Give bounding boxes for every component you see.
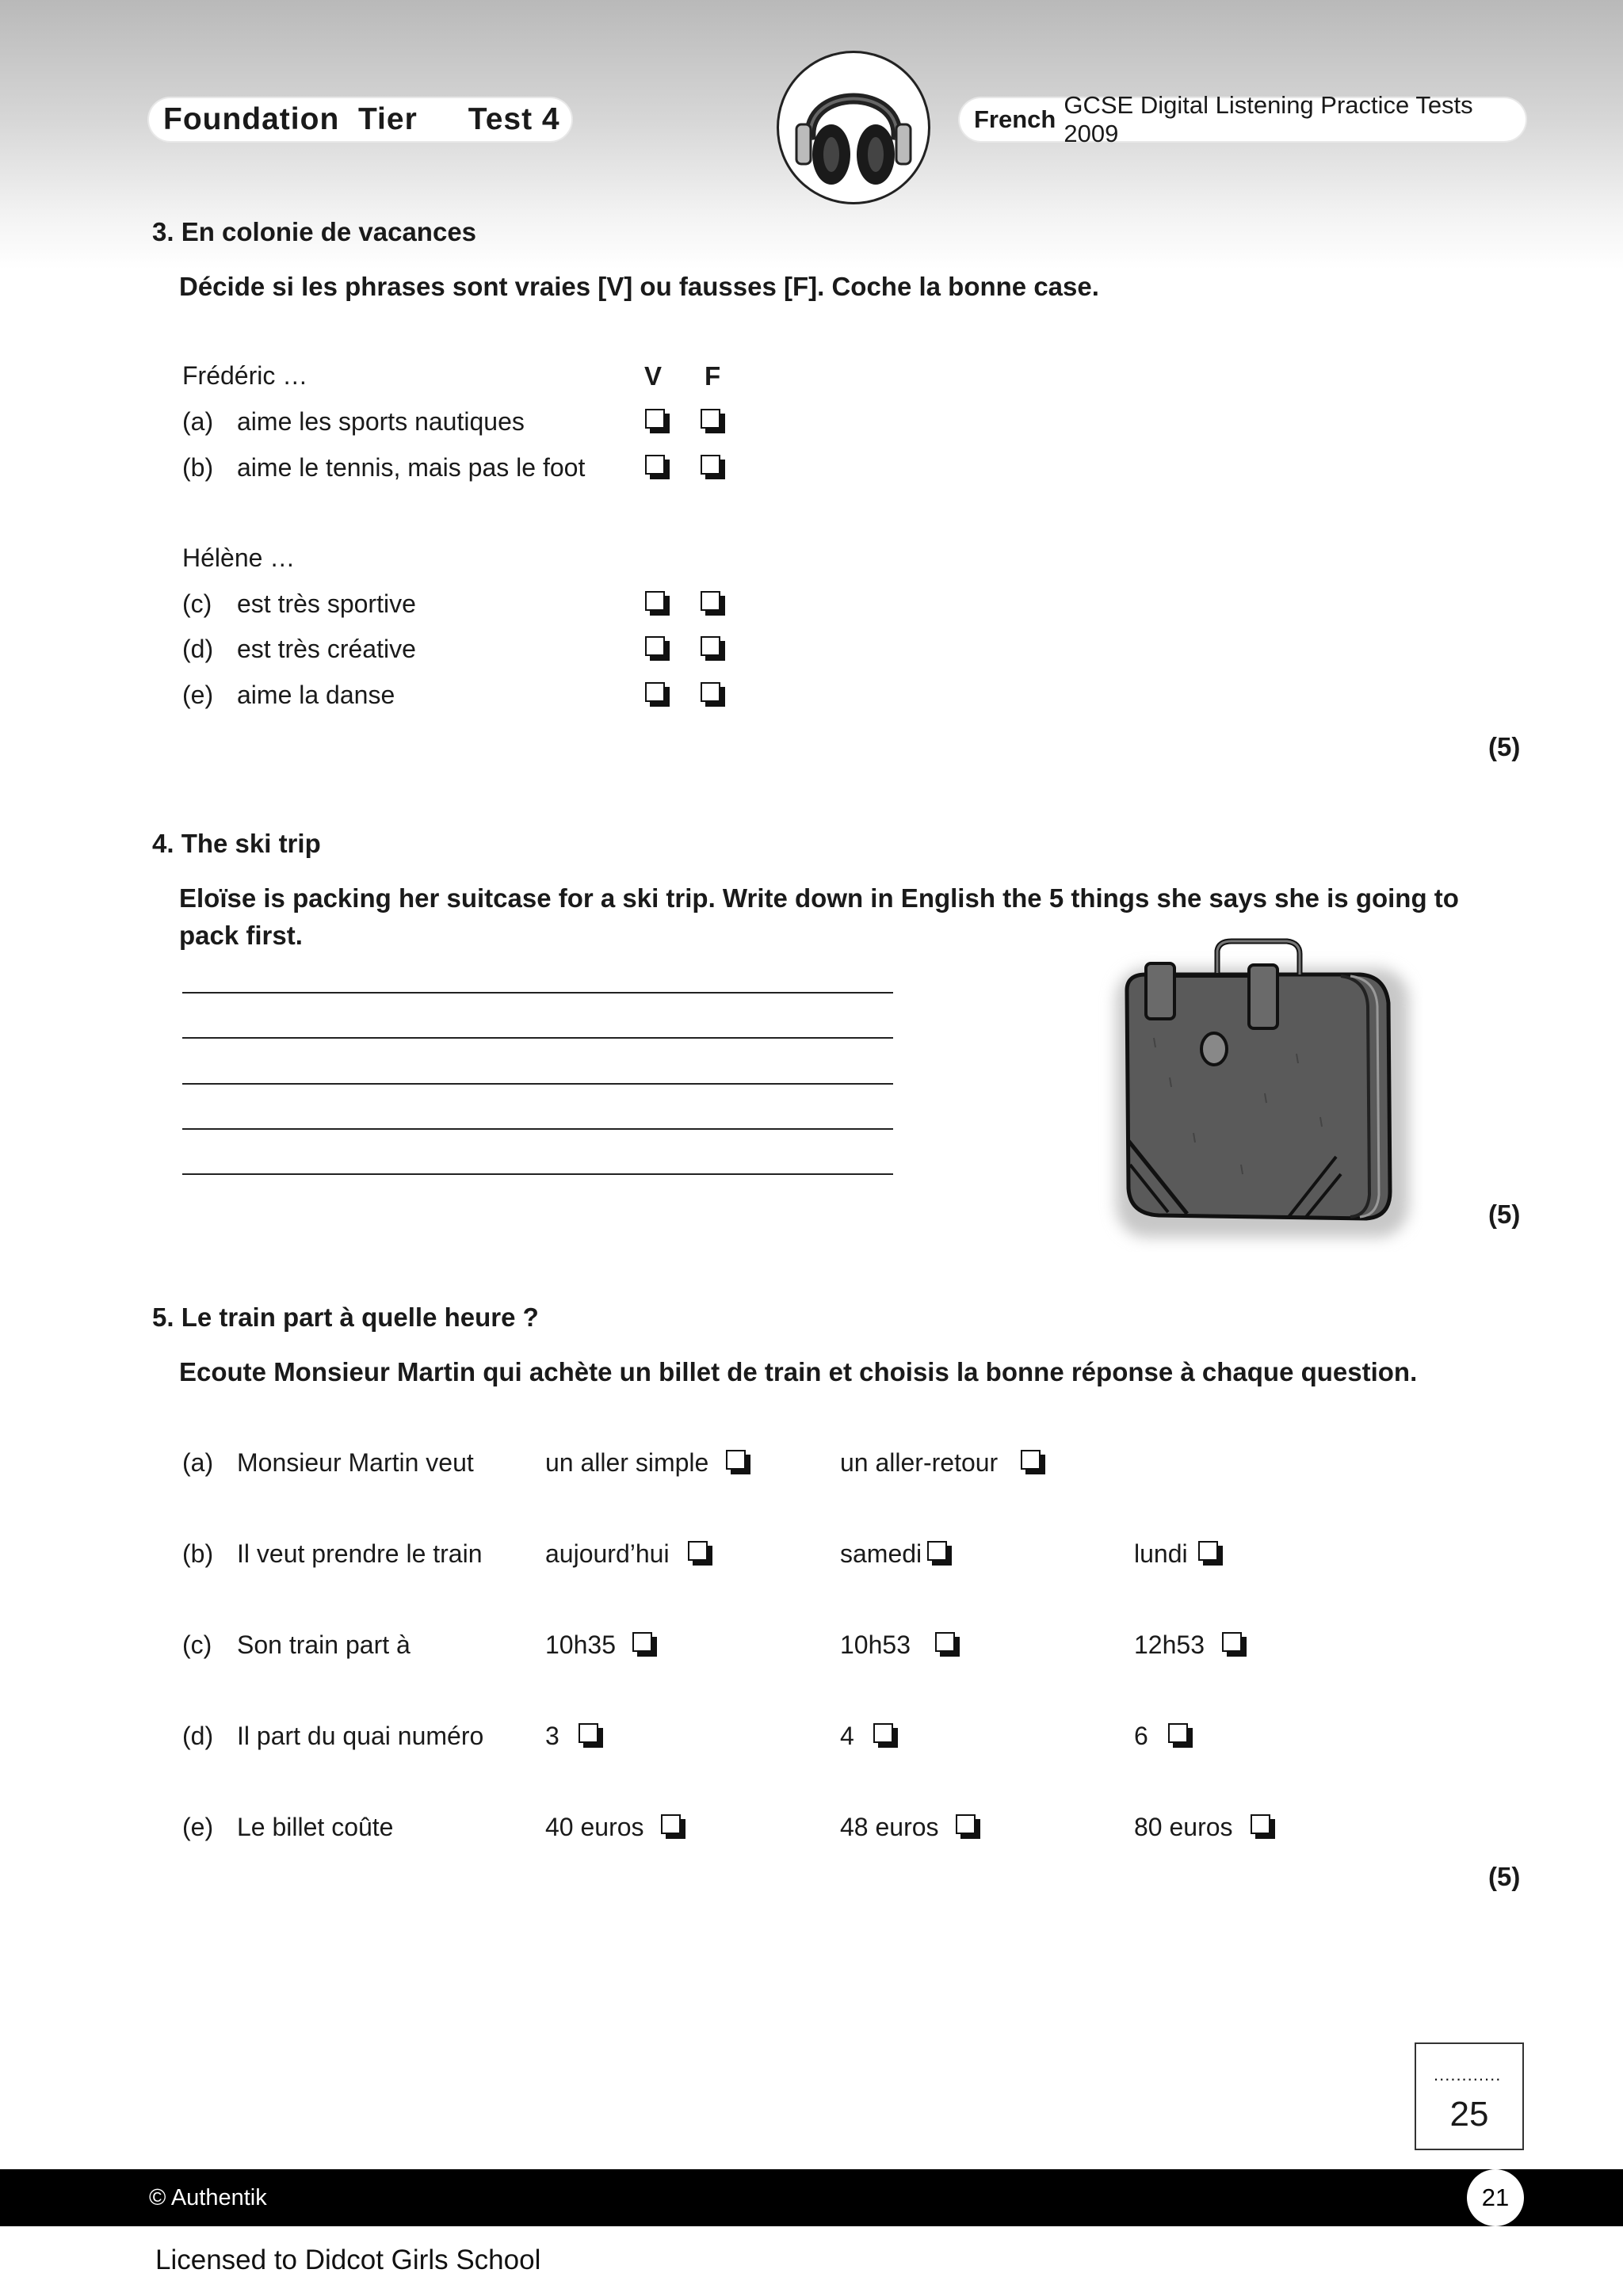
q3-item-b-letter: (b) <box>182 453 214 482</box>
q3-group-frederic: Frédéric … <box>182 361 308 390</box>
q3-b-f-checkbox[interactable] <box>701 455 725 479</box>
q5-e-option-2: 48 euros <box>840 1813 939 1841</box>
tier-label <box>149 98 571 141</box>
q4-title: 4. The ski trip <box>152 829 321 858</box>
q5-d-option-2: 4 <box>840 1722 854 1750</box>
q3-d-v-checkbox[interactable] <box>645 636 670 661</box>
q5-d-option-3: 6 <box>1134 1722 1148 1750</box>
answer-line-4[interactable] <box>182 1128 893 1130</box>
tier-text: Foundation Tier <box>163 102 418 136</box>
col-f-header: F <box>705 361 721 391</box>
q5-a-option-2: un aller-retour <box>840 1448 999 1477</box>
answer-line-5[interactable] <box>182 1173 893 1175</box>
q5-row-b-letter: (b) <box>182 1539 214 1568</box>
score-total: 25 <box>1449 2095 1489 2134</box>
q3-b-v-checkbox[interactable] <box>645 455 670 479</box>
headphones-icon <box>777 51 930 204</box>
license-notice: Licensed to Didcot Girls School <box>155 2245 541 2275</box>
series-title: GCSE Digital Listening Practice Tests 2009 <box>1064 91 1473 147</box>
q3-item-d-letter: (d) <box>182 635 214 663</box>
q5-c-option-1-checkbox[interactable] <box>632 1632 657 1657</box>
q5-d-option-3-checkbox[interactable] <box>1168 1723 1193 1748</box>
q5-b-option-2-checkbox[interactable] <box>927 1541 952 1566</box>
q5-row-a-letter: (a) <box>182 1448 214 1477</box>
q4-instruction: Eloïse is packing her suitcase for a ski trip. Write down in English the 5 things she says she is going to pack first. <box>179 883 1459 950</box>
q5-b-option-2: samedi <box>840 1539 922 1568</box>
q5-row-c-text: Son train part à <box>237 1630 411 1659</box>
q5-a-option-1: un aller simple <box>545 1448 709 1477</box>
q5-row-d-letter: (d) <box>182 1722 214 1750</box>
answer-line-3[interactable] <box>182 1083 893 1085</box>
q5-c-option-1: 10h35 <box>545 1630 616 1659</box>
q3-c-f-checkbox[interactable] <box>701 591 725 616</box>
q3-item-a-text: aime les sports nautiques <box>237 407 525 436</box>
answer-line-2[interactable] <box>182 1037 893 1039</box>
suitcase-icon <box>1098 927 1423 1256</box>
q5-d-option-1-checkbox[interactable] <box>579 1723 603 1748</box>
q5-d-option-2-checkbox[interactable] <box>873 1723 898 1748</box>
q5-row-e-text: Le billet coûte <box>237 1813 394 1841</box>
q5-c-option-3: 12h53 <box>1134 1630 1205 1659</box>
q5-a-option-2-checkbox[interactable] <box>1021 1450 1045 1474</box>
copyright: © Authentik <box>149 2185 267 2210</box>
col-v-header: V <box>644 361 663 391</box>
test-number: Test 4 <box>468 102 560 136</box>
q5-instruction: Ecoute Monsieur Martin qui achète un billet de train et choisis la bonne réponse à chaque question. <box>179 1357 1418 1386</box>
q5-e-option-3: 80 euros <box>1134 1813 1233 1841</box>
q3-item-e-text: aime la danse <box>237 681 395 709</box>
q3-d-f-checkbox[interactable] <box>701 636 725 661</box>
q3-item-c-letter: (c) <box>182 589 212 618</box>
q3-c-v-checkbox[interactable] <box>645 591 670 616</box>
page-number: 21 <box>1467 2169 1524 2226</box>
q3-instruction: Décide si les phrases sont vraies [V] ou fausses [F]. Coche la bonne case. <box>179 272 1099 301</box>
q5-e-option-1-checkbox[interactable] <box>661 1814 685 1839</box>
q5-a-option-1-checkbox[interactable] <box>726 1450 750 1474</box>
q3-group-helene: Hélène … <box>182 543 296 572</box>
q3-a-f-checkbox[interactable] <box>701 409 725 433</box>
q5-row-e-letter: (e) <box>182 1813 214 1841</box>
answer-line-1[interactable] <box>182 992 893 994</box>
q3-marks: (5) <box>1488 732 1521 761</box>
q3-e-v-checkbox[interactable] <box>645 682 670 707</box>
series-label <box>960 91 1526 147</box>
q5-c-option-3-checkbox[interactable] <box>1222 1632 1247 1657</box>
q5-e-option-3-checkbox[interactable] <box>1251 1814 1275 1839</box>
q4-marks: (5) <box>1488 1199 1521 1229</box>
q3-item-d-text: est très créative <box>237 635 416 663</box>
q5-row-c-letter: (c) <box>182 1630 212 1659</box>
q5-c-option-2-checkbox[interactable] <box>935 1632 960 1657</box>
q5-c-option-2: 10h53 <box>840 1630 911 1659</box>
series-language: French <box>974 105 1056 133</box>
q3-title: 3. En colonie de vacances <box>152 217 477 246</box>
q3-item-c-text: est très sportive <box>237 589 416 618</box>
q3-item-b-text: aime le tennis, mais pas le foot <box>237 453 586 482</box>
q3-a-v-checkbox[interactable] <box>645 409 670 433</box>
q5-marks: (5) <box>1488 1862 1521 1891</box>
q5-b-option-3: lundi <box>1134 1539 1188 1568</box>
q5-e-option-1: 40 euros <box>545 1813 644 1841</box>
q5-e-option-2-checkbox[interactable] <box>956 1814 980 1839</box>
q5-row-a-text: Monsieur Martin veut <box>237 1448 474 1477</box>
q3-item-a-letter: (a) <box>182 407 214 436</box>
q5-row-b-text: Il veut prendre le train <box>237 1539 483 1568</box>
q5-d-option-1: 3 <box>545 1722 559 1750</box>
q3-item-e-letter: (e) <box>182 681 214 709</box>
q5-b-option-3-checkbox[interactable] <box>1198 1541 1223 1566</box>
q5-row-d-text: Il part du quai numéro <box>237 1722 484 1750</box>
q5-b-option-1: aujourd’hui <box>545 1539 670 1568</box>
score-box <box>1415 2042 1524 2150</box>
q5-b-option-1-checkbox[interactable] <box>688 1541 712 1566</box>
q5-title: 5. Le train part à quelle heure ? <box>152 1302 539 1332</box>
score-blank[interactable]: ............ <box>1434 2065 1502 2084</box>
q3-e-f-checkbox[interactable] <box>701 682 725 707</box>
